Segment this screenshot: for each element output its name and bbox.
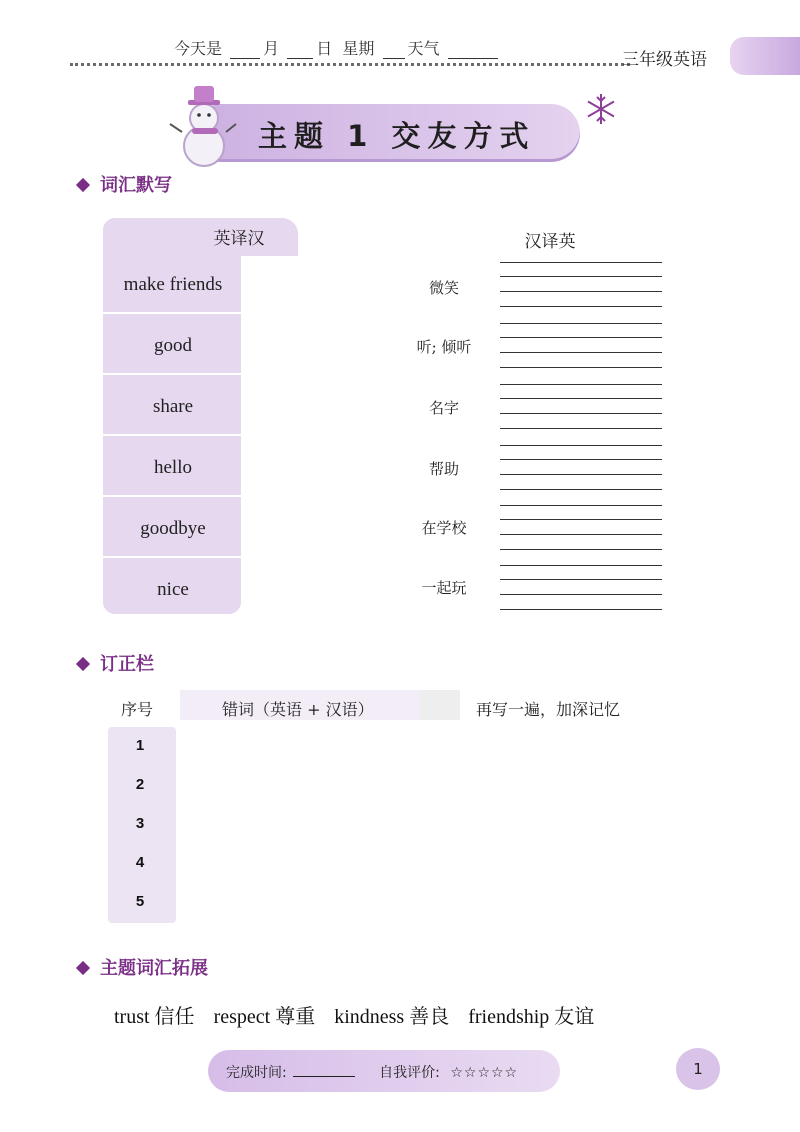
extension-words bbox=[114, 1000, 608, 1029]
vocab-row[interactable] bbox=[103, 559, 241, 619]
writing-line[interactable] bbox=[500, 565, 662, 566]
vocab-row[interactable] bbox=[103, 376, 241, 436]
row-number: 4 bbox=[135, 854, 145, 871]
english-word: hello bbox=[154, 457, 192, 478]
writing-line[interactable] bbox=[500, 505, 662, 506]
cn-to-en-header: 汉译英 bbox=[524, 232, 576, 252]
snowman-icon bbox=[168, 80, 238, 168]
chinese-word: 在学校 bbox=[421, 519, 467, 537]
extension-item: kindness 善良 bbox=[334, 1006, 450, 1028]
writing-line[interactable] bbox=[500, 519, 662, 520]
en-to-cn-header: 英译汉 bbox=[213, 229, 265, 249]
weather-blank[interactable] bbox=[448, 44, 498, 59]
rating-stars[interactable]: ☆☆☆☆☆ bbox=[450, 1065, 519, 1081]
row-number: 1 bbox=[135, 737, 145, 754]
writing-line[interactable] bbox=[500, 489, 662, 490]
day-label: 日 bbox=[316, 39, 333, 58]
writing-line[interactable] bbox=[500, 291, 662, 292]
page-number: 1 bbox=[676, 1048, 720, 1090]
section-correction-label: 订正栏 bbox=[100, 654, 154, 675]
date-prefix: 今天是 bbox=[174, 39, 223, 58]
chinese-word: 听; 倾听 bbox=[416, 338, 472, 356]
writing-line[interactable] bbox=[500, 306, 662, 307]
writing-line[interactable] bbox=[500, 534, 662, 535]
row-number: 3 bbox=[135, 815, 145, 832]
month-label: 月 bbox=[263, 39, 280, 58]
section-vocab-label: 词汇默写 bbox=[100, 175, 172, 196]
section-correction-heading bbox=[72, 650, 154, 676]
writing-line[interactable] bbox=[500, 428, 662, 429]
day-blank[interactable] bbox=[287, 44, 313, 59]
english-word: make friends bbox=[123, 274, 223, 295]
chinese-word: 名字 bbox=[428, 399, 459, 417]
column-header-seq: 序号 bbox=[121, 700, 154, 719]
weekday-blank[interactable] bbox=[383, 44, 405, 59]
weather-label: 天气 bbox=[407, 39, 440, 58]
writing-line[interactable] bbox=[500, 276, 662, 277]
weekday-label: 星期 bbox=[342, 39, 375, 58]
writing-line[interactable] bbox=[500, 352, 662, 353]
writing-line[interactable] bbox=[500, 549, 662, 550]
writing-line[interactable] bbox=[500, 337, 662, 338]
writing-line[interactable] bbox=[500, 609, 662, 610]
row-number: 2 bbox=[135, 776, 145, 793]
section-vocab-heading bbox=[72, 171, 172, 197]
row-number: 5 bbox=[135, 893, 145, 910]
writing-line[interactable] bbox=[500, 594, 662, 595]
chinese-word: 微笑 bbox=[428, 279, 459, 297]
diamond-icon bbox=[76, 961, 90, 975]
vocab-row[interactable] bbox=[103, 498, 241, 558]
vocab-row[interactable] bbox=[103, 254, 241, 314]
writing-line[interactable] bbox=[500, 323, 662, 324]
chinese-word: 一起玩 bbox=[421, 579, 467, 597]
extension-item: friendship 友谊 bbox=[468, 1006, 595, 1028]
completion-time-label: 完成时间: bbox=[226, 1065, 287, 1081]
english-word: share bbox=[152, 396, 194, 417]
snowflake-icon bbox=[584, 92, 618, 126]
section-extension-heading bbox=[72, 954, 208, 980]
footer-content bbox=[226, 1062, 518, 1082]
extension-item: trust 信任 bbox=[114, 1006, 195, 1028]
vocab-row[interactable] bbox=[103, 437, 241, 497]
writing-line[interactable] bbox=[500, 459, 662, 460]
book-label-tab bbox=[622, 37, 800, 75]
english-word: goodbye bbox=[140, 518, 206, 539]
table-header-shade bbox=[420, 690, 460, 720]
header-divider bbox=[70, 63, 630, 66]
diamond-icon bbox=[76, 178, 90, 192]
writing-line[interactable] bbox=[500, 413, 662, 414]
writing-line[interactable] bbox=[500, 445, 662, 446]
diamond-icon bbox=[76, 657, 90, 671]
column-header-wrong: 错词（英语 + 汉语） bbox=[222, 700, 374, 719]
english-word: good bbox=[154, 335, 192, 356]
date-weather-line bbox=[174, 36, 501, 59]
chinese-word: 帮助 bbox=[428, 460, 459, 478]
completion-time-blank[interactable] bbox=[293, 1076, 355, 1077]
book-label: 三年级英语 bbox=[622, 50, 707, 70]
extension-item: respect 尊重 bbox=[213, 1006, 316, 1028]
month-blank[interactable] bbox=[230, 44, 260, 59]
english-word: nice bbox=[157, 579, 189, 600]
writing-line[interactable] bbox=[500, 579, 662, 580]
self-rating-label: 自我评价: bbox=[379, 1065, 440, 1081]
page-title: 主题 1 交友方式 bbox=[258, 119, 536, 153]
vocab-row[interactable] bbox=[103, 315, 241, 375]
writing-line[interactable] bbox=[500, 398, 662, 399]
writing-line[interactable] bbox=[500, 384, 662, 385]
writing-line[interactable] bbox=[500, 367, 662, 368]
writing-line[interactable] bbox=[500, 474, 662, 475]
section-extension-label: 主题词汇拓展 bbox=[100, 958, 208, 979]
column-header-rewrite: 再写一遍，加深记忆 bbox=[476, 700, 621, 719]
writing-line[interactable] bbox=[500, 262, 662, 263]
